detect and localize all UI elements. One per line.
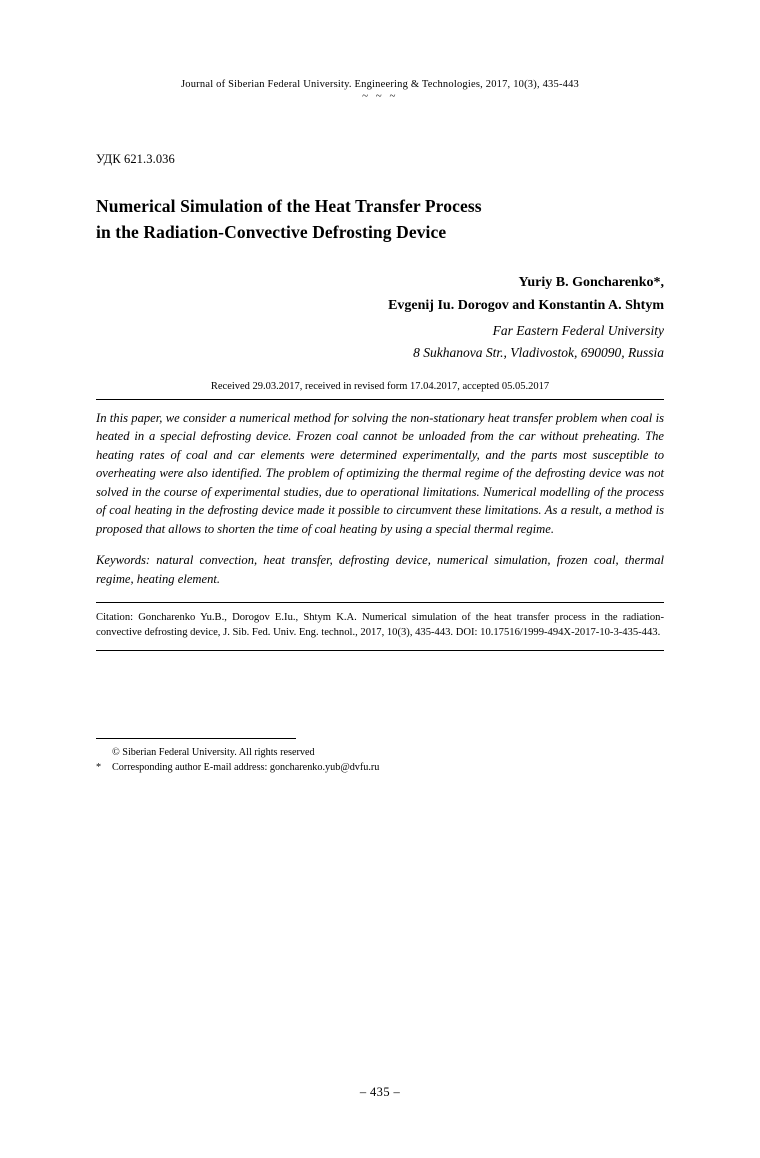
- footnote-copyright-text: © Siberian Federal University. All rights reserved: [112, 747, 315, 758]
- page-container: [0, 78, 760, 1158]
- page-title: [96, 193, 664, 246]
- title-line-1: Numerical Simulation of the Heat Transfer Process: [96, 195, 482, 216]
- footnote-corresponding-text: Corresponding author E-mail address: goncharenko.yub@dvfu.ru: [112, 762, 380, 774]
- citation-text: Citation: Goncharenko Yu.B., Dorogov E.Iu., Shtym K.A. Numerical simulation of the heat transfer process in the radiation-convective defrosting device, J. Sib. Fed. Univ. Eng. technol., 2017, 10(3), 435-443. DOI: 10.17516/1999-494X-2017-10-3-435-443.: [96, 612, 664, 639]
- author-list: [96, 272, 664, 317]
- footnote-copyright: [96, 745, 664, 760]
- footnote-rule: [96, 738, 296, 739]
- title-line-2: in the Radiation-Convective Defrosting Device: [96, 222, 447, 243]
- divider-above-citation: [96, 602, 664, 603]
- author-line-2: Evgenij Iu. Dorogov and Konstantin A. Shtym: [388, 297, 664, 313]
- affiliation-address: 8 Sukhanova Str., Vladivostok, 690090, Russia: [413, 345, 664, 361]
- footnote-asterisk: *: [96, 762, 102, 774]
- divider-above-abstract: [96, 399, 664, 400]
- footnote-spacer: [96, 745, 112, 760]
- received-dates: Received 29.03.2017, received in revised form 17.04.2017, accepted 05.05.2017: [210, 380, 550, 392]
- footnote-corresponding: [96, 760, 664, 775]
- journal-header: Journal of Siberian Federal University. Engineering & Technologies, 2017, 10(3), 435-443: [181, 79, 579, 90]
- abstract-text: In this paper, we consider a numerical method for solving the non-stationary heat transfer problem when coal is heated in a special defrosting device. Frozen coal cannot be unloaded from the car without preheating. The heating rates of coal and car elements were determined experimentally, and the parts most susceptible to overheating were also identified. The problem of optimizing the thermal regime of the defrosting device was not solved in the course of experimental studies, due to operational limitations. Numerical modelling of the process of coal heating in the defrosting device made it possible to circumvent these limitations. As a result, a method is proposed that allows to shorten the time of coal heating by using a special thermal regime.: [96, 410, 664, 536]
- divider-below-citation: [96, 650, 664, 651]
- ornament-divider: ~ ~ ~: [362, 89, 398, 102]
- author-line-1: Yuriy B. Goncharenko*,: [518, 274, 664, 290]
- affiliation: [96, 320, 664, 364]
- udk-code: УДК 621.3.036: [96, 151, 175, 166]
- keywords-text: Keywords: natural convection, heat transfer, defrosting device, numerical simulation, frozen coal, thermal regime, heating element.: [96, 553, 664, 586]
- page-number: – 435 –: [359, 1085, 401, 1099]
- affiliation-institution: Far Eastern Federal University: [492, 323, 664, 339]
- footnotes: [96, 738, 664, 776]
